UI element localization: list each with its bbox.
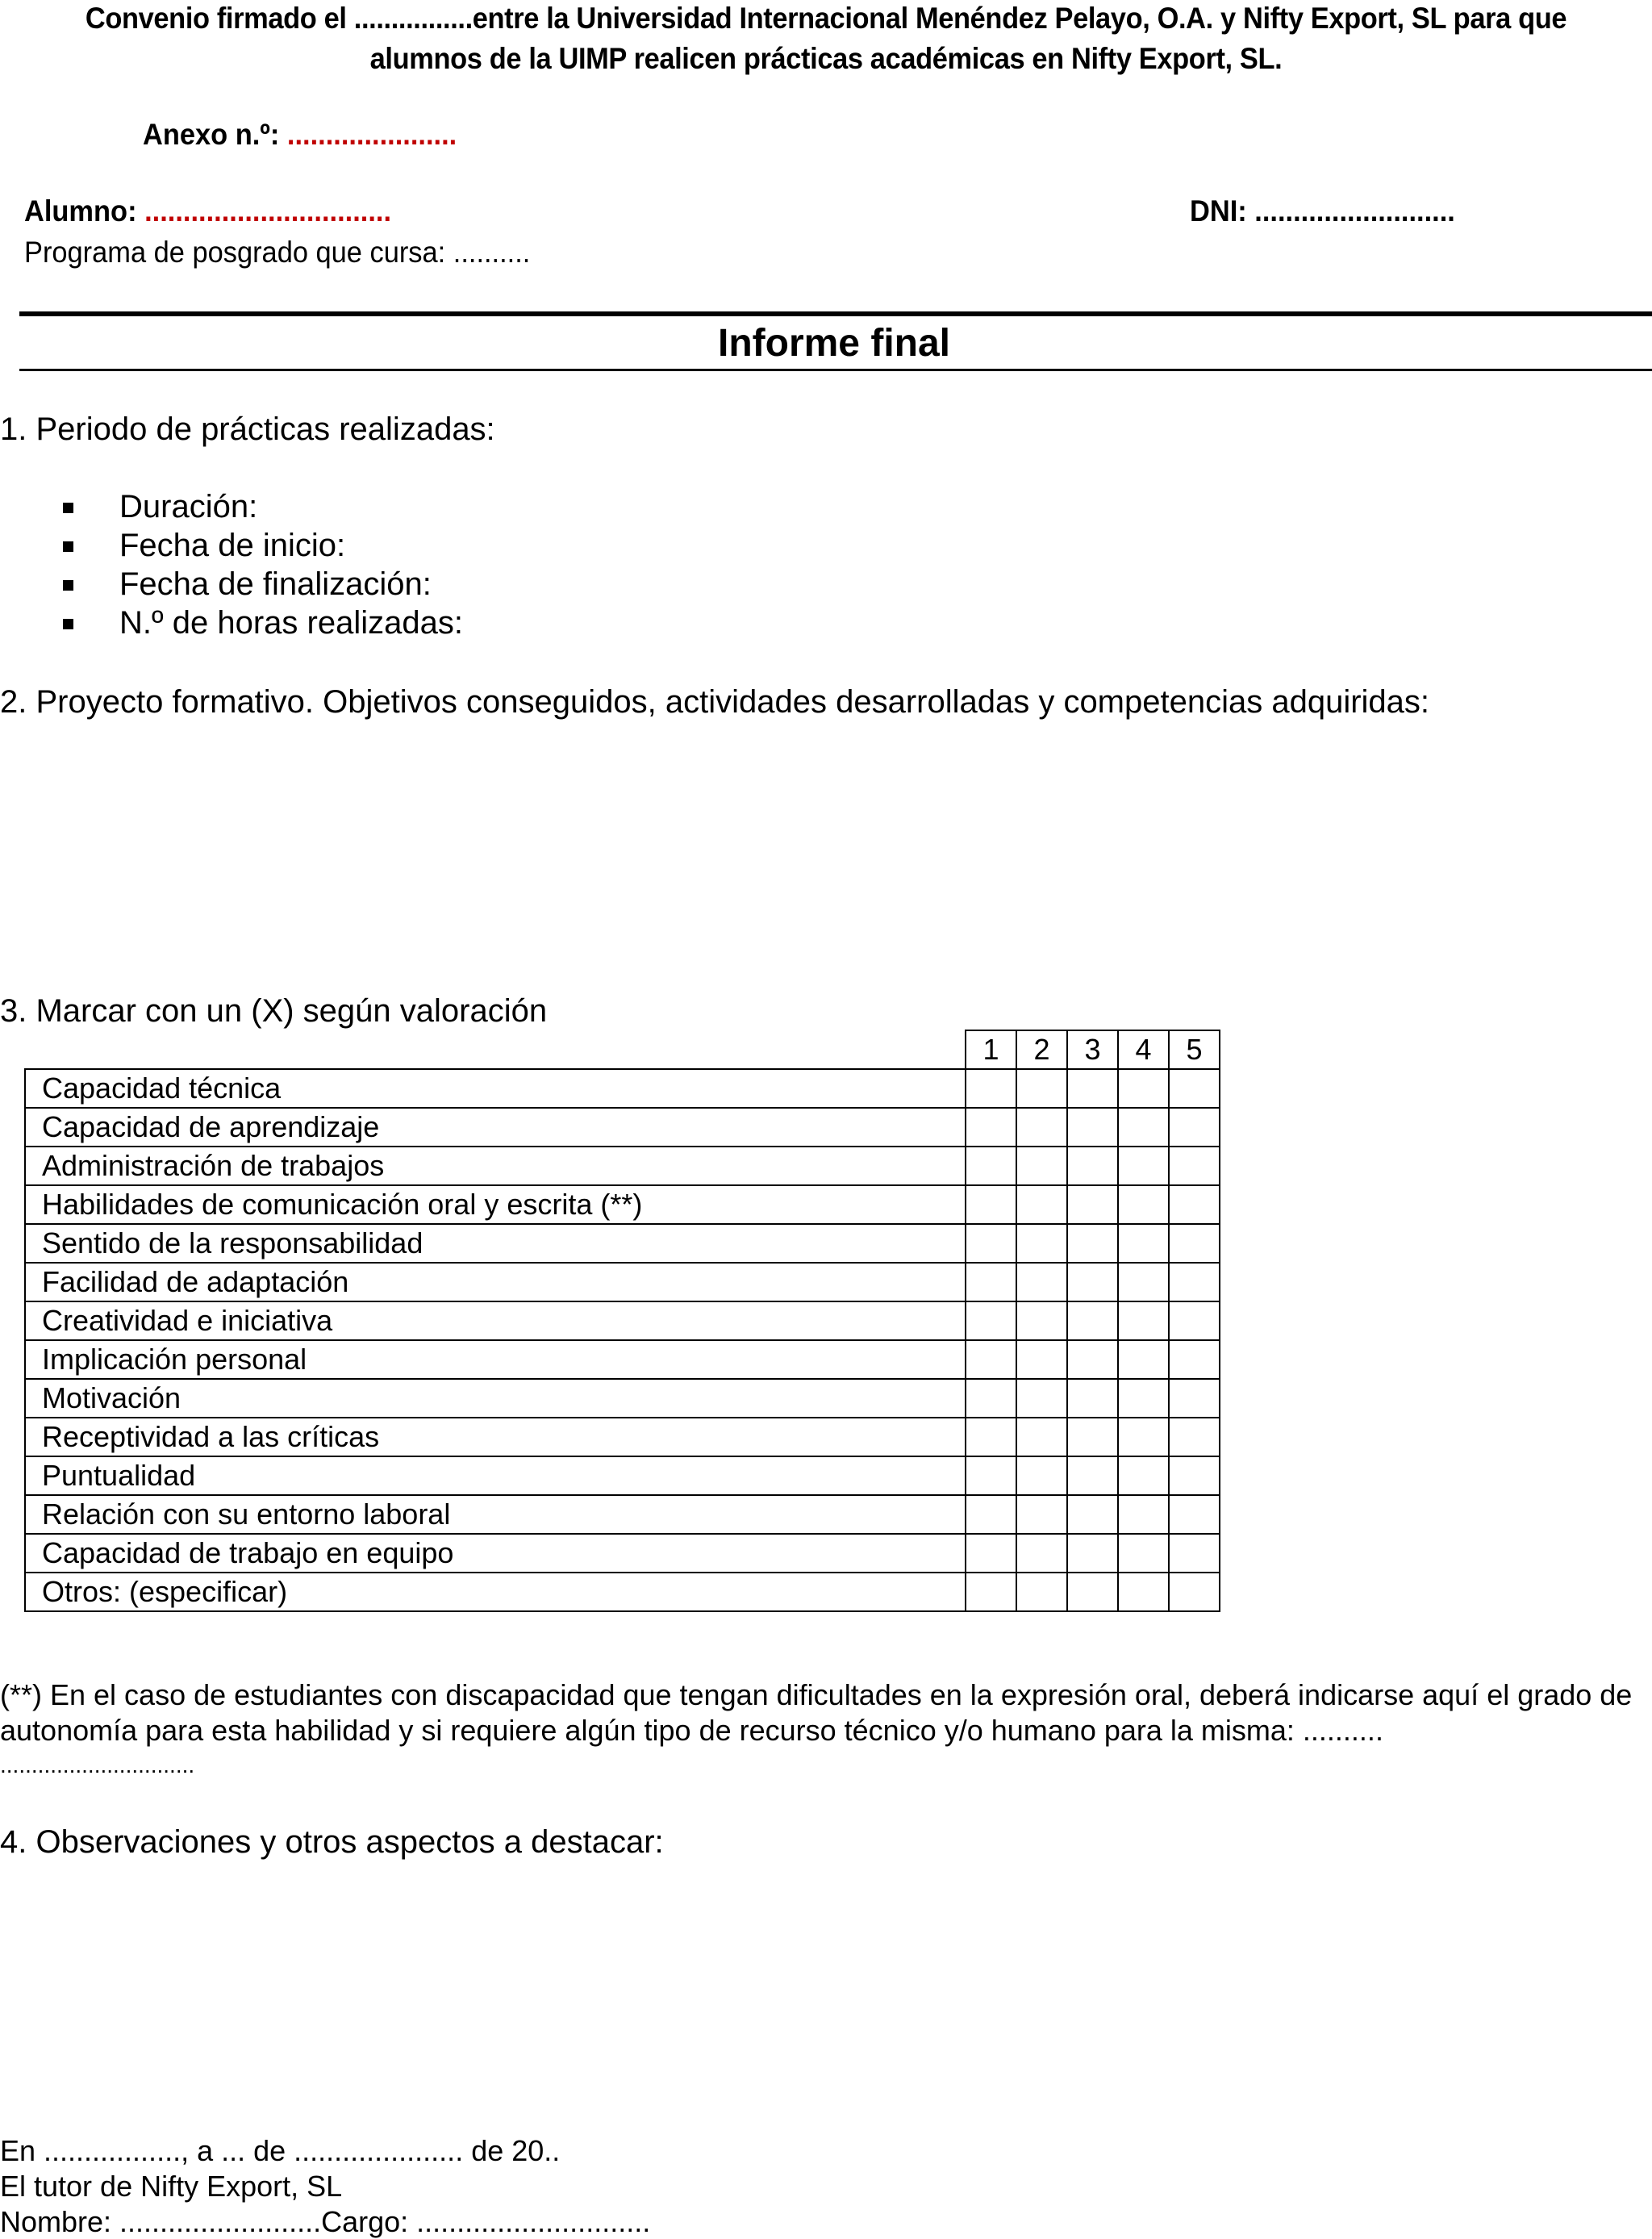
list-item: Fecha de inicio: [119, 528, 346, 563]
rating-checkbox-3[interactable] [1067, 1263, 1118, 1301]
rating-checkbox-2[interactable] [1016, 1263, 1067, 1301]
rating-checkbox-1[interactable] [966, 1224, 1016, 1263]
criterion-label: Capacidad de aprendizaje [25, 1108, 966, 1147]
anexo-value: ...................... [286, 118, 457, 151]
rating-row [25, 1495, 1220, 1534]
rating-checkbox-5[interactable] [1169, 1069, 1220, 1108]
rating-checkbox-2[interactable] [1016, 1108, 1067, 1147]
rating-checkbox-3[interactable] [1067, 1340, 1118, 1379]
rating-checkbox-1[interactable] [966, 1263, 1016, 1301]
rating-checkbox-3[interactable] [1067, 1534, 1118, 1573]
rating-checkbox-1[interactable] [966, 1301, 1016, 1340]
rating-checkbox-1[interactable] [966, 1573, 1016, 1611]
criterion-label: Relación con su entorno laboral [25, 1495, 966, 1534]
rating-checkbox-1[interactable] [966, 1147, 1016, 1185]
rating-checkbox-4[interactable] [1118, 1379, 1169, 1418]
rating-checkbox-3[interactable] [1067, 1224, 1118, 1263]
list-item: Fecha de finalización: [119, 566, 432, 602]
criterion-label: Creatividad e iniciativa [25, 1301, 966, 1340]
rating-checkbox-2[interactable] [1016, 1185, 1067, 1224]
signature-name-cargo: Nombre: .........................Cargo: ............................. [0, 2205, 651, 2238]
rating-row [25, 1185, 1220, 1224]
section2-heading: 2. Proyecto formativo. Objetivos conseguidos, actividades desarrolladas y competencias adquiridas: [0, 684, 1430, 720]
criterion-label: Implicación personal [25, 1340, 966, 1379]
rating-checkbox-5[interactable] [1169, 1495, 1220, 1534]
rating-checkbox-3[interactable] [1067, 1069, 1118, 1108]
rating-checkbox-2[interactable] [1016, 1340, 1067, 1379]
bullet-icon [63, 541, 73, 552]
criterion-label: Facilidad de adaptación [25, 1263, 966, 1301]
rating-checkbox-2[interactable] [1016, 1573, 1067, 1611]
rating-checkbox-2[interactable] [1016, 1147, 1067, 1185]
rating-scale-row [25, 1030, 1220, 1069]
criterion-label: Puntualidad [25, 1456, 966, 1495]
rating-checkbox-5[interactable] [1169, 1379, 1220, 1418]
rating-checkbox-2[interactable] [1016, 1379, 1067, 1418]
criterion-label: Administración de trabajos [25, 1147, 966, 1185]
title-bottom-rule [19, 369, 1652, 371]
rating-checkbox-5[interactable] [1169, 1534, 1220, 1573]
rating-checkbox-1[interactable] [966, 1108, 1016, 1147]
rating-row [25, 1301, 1220, 1340]
rating-checkbox-3[interactable] [1067, 1418, 1118, 1456]
criterion-label: Sentido de la responsabilidad [25, 1224, 966, 1263]
bullet-icon [63, 503, 73, 513]
rating-checkbox-4[interactable] [1118, 1263, 1169, 1301]
rating-checkbox-2[interactable] [1016, 1069, 1067, 1108]
criterion-label: Receptividad a las críticas [25, 1418, 966, 1456]
criterion-label: Capacidad técnica [25, 1069, 966, 1108]
scale-5: 5 [1169, 1030, 1220, 1069]
dni-value: .......................... [1254, 194, 1455, 228]
rating-checkbox-4[interactable] [1118, 1340, 1169, 1379]
rating-checkbox-1[interactable] [966, 1069, 1016, 1108]
rating-checkbox-4[interactable] [1118, 1069, 1169, 1108]
rating-checkbox-3[interactable] [1067, 1379, 1118, 1418]
note-line2: autonomía para esta habilidad y si requiere algún tipo de recurso técnico y/o humano para la misma: .......... [0, 1714, 1383, 1747]
rating-checkbox-3[interactable] [1067, 1185, 1118, 1224]
title-top-rule [19, 311, 1652, 316]
rating-checkbox-3[interactable] [1067, 1108, 1118, 1147]
alumno-field: Alumno: ................................ [24, 194, 392, 228]
rating-row [25, 1418, 1220, 1456]
rating-checkbox-4[interactable] [1118, 1456, 1169, 1495]
rating-checkbox-1[interactable] [966, 1418, 1016, 1456]
programa-field: Programa de posgrado que cursa: .......... [24, 236, 531, 269]
rating-checkbox-2[interactable] [1016, 1418, 1067, 1456]
rating-row [25, 1534, 1220, 1573]
rating-checkbox-2[interactable] [1016, 1495, 1067, 1534]
rating-checkbox-2[interactable] [1016, 1456, 1067, 1495]
rating-checkbox-4[interactable] [1118, 1224, 1169, 1263]
rating-checkbox-4[interactable] [1118, 1108, 1169, 1147]
rating-checkbox-5[interactable] [1169, 1573, 1220, 1611]
criterion-label: Motivación [25, 1379, 966, 1418]
rating-checkbox-4[interactable] [1118, 1185, 1169, 1224]
agreement-header-line2: alumnos de la UIMP realicen prácticas académicas en Nifty Export, SL. [369, 42, 1283, 75]
rating-checkbox-4[interactable] [1118, 1495, 1169, 1534]
rating-checkbox-1[interactable] [966, 1495, 1016, 1534]
rating-checkbox-1[interactable] [966, 1379, 1016, 1418]
rating-row [25, 1573, 1220, 1611]
scale-1: 1 [966, 1030, 1016, 1069]
scale-3: 3 [1067, 1030, 1118, 1069]
section4-heading: 4. Observaciones y otros aspectos a destacar: [0, 1824, 664, 1860]
rating-checkbox-5[interactable] [1169, 1301, 1220, 1340]
signature-tutor: El tutor de Nifty Export, SL [0, 2170, 343, 2203]
rating-checkbox-1[interactable] [966, 1185, 1016, 1224]
rating-checkbox-2[interactable] [1016, 1301, 1067, 1340]
rating-checkbox-5[interactable] [1169, 1418, 1220, 1456]
rating-checkbox-5[interactable] [1169, 1224, 1220, 1263]
rating-checkbox-5[interactable] [1169, 1185, 1220, 1224]
rating-checkbox-4[interactable] [1118, 1147, 1169, 1185]
bullet-icon [63, 580, 73, 591]
bullet-icon [63, 619, 73, 629]
rating-checkbox-5[interactable] [1169, 1456, 1220, 1495]
rating-checkbox-5[interactable] [1169, 1340, 1220, 1379]
section3-heading: 3. Marcar con un (X) según valoración [0, 993, 548, 1029]
rating-checkbox-2[interactable] [1016, 1224, 1067, 1263]
agreement-header-line1: Convenio firmado el ................entre la Universidad Internacional Menéndez Pelayo, O.A. y Nifty Export, SL para que [85, 2, 1567, 35]
list-item: Duración: [119, 489, 258, 524]
rating-checkbox-4[interactable] [1118, 1534, 1169, 1573]
list-item: N.º de horas realizadas: [119, 605, 463, 641]
signature-place-date: En ................., a ... de ..................... de 20.. [0, 2134, 561, 2167]
anexo-field: Anexo n.º: ...................... [143, 118, 457, 151]
rating-row [25, 1224, 1220, 1263]
rating-checkbox-1[interactable] [966, 1340, 1016, 1379]
rating-checkbox-1[interactable] [966, 1534, 1016, 1573]
note-line3: ............................... [0, 1752, 195, 1777]
criterion-label: Capacidad de trabajo en equipo [25, 1534, 966, 1573]
rating-checkbox-4[interactable] [1118, 1301, 1169, 1340]
rating-row [25, 1108, 1220, 1147]
rating-checkbox-4[interactable] [1118, 1573, 1169, 1611]
scale-4: 4 [1118, 1030, 1169, 1069]
rating-row [25, 1379, 1220, 1418]
rating-checkbox-2[interactable] [1016, 1534, 1067, 1573]
rating-checkbox-1[interactable] [966, 1456, 1016, 1495]
dni-field: DNI: .......................... [1190, 194, 1455, 228]
rating-row [25, 1340, 1220, 1379]
rating-checkbox-4[interactable] [1118, 1418, 1169, 1456]
rating-table [24, 1030, 1220, 1612]
rating-checkbox-3[interactable] [1067, 1147, 1118, 1185]
scale-2: 2 [1016, 1030, 1067, 1069]
rating-checkbox-5[interactable] [1169, 1108, 1220, 1147]
alumno-value: ................................ [144, 194, 392, 228]
rating-checkbox-3[interactable] [1067, 1573, 1118, 1611]
criterion-label: Habilidades de comunicación oral y escrita (**) [25, 1185, 966, 1224]
rating-row [25, 1147, 1220, 1185]
rating-checkbox-5[interactable] [1169, 1147, 1220, 1185]
rating-row [25, 1263, 1220, 1301]
section1-heading: 1. Periodo de prácticas realizadas: [0, 411, 495, 447]
rating-checkbox-5[interactable] [1169, 1263, 1220, 1301]
rating-checkbox-3[interactable] [1067, 1456, 1118, 1495]
criterion-label: Otros: (especificar) [25, 1573, 966, 1611]
note-line1: (**) En el caso de estudiantes con discapacidad que tengan dificultades en la expresión oral, deberá indicarse aquí el grado de [0, 1678, 1633, 1711]
rating-checkbox-3[interactable] [1067, 1495, 1118, 1534]
rating-row [25, 1069, 1220, 1108]
rating-row [25, 1456, 1220, 1495]
rating-checkbox-3[interactable] [1067, 1301, 1118, 1340]
page-title: Informe final [717, 322, 951, 365]
